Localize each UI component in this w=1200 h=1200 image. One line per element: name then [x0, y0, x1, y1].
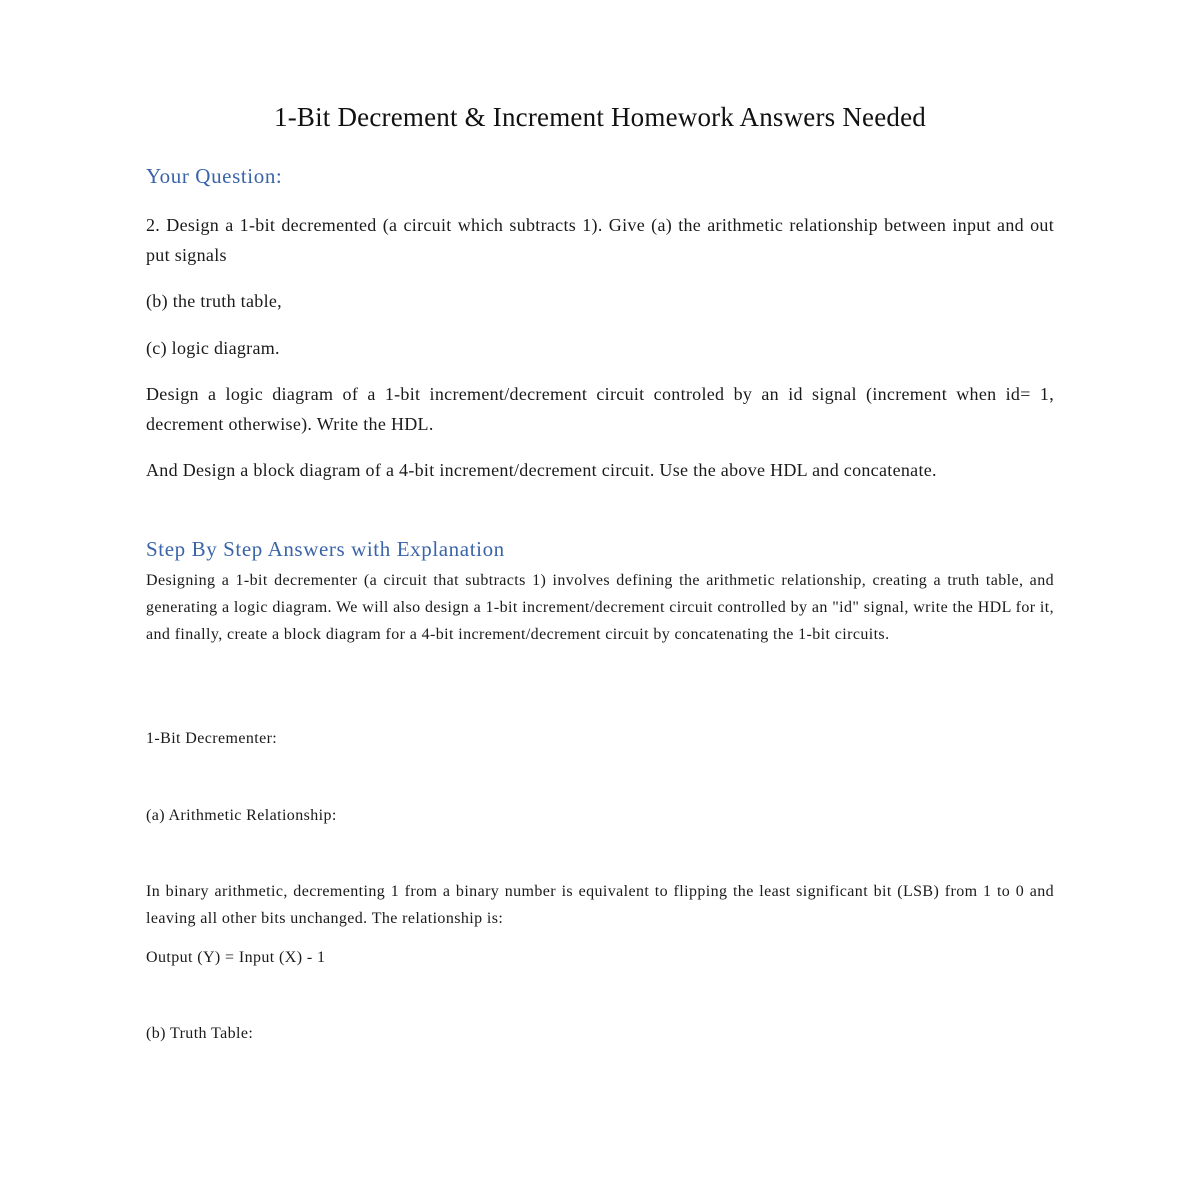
section-arithmetic-heading: (a) Arithmetic Relationship:	[146, 807, 337, 824]
question-paragraph-4: Design a logic diagram of a 1-bit increment/decrement circuit controled by an id signal (increment when id= 1, decrement otherwise). Write the HDL.	[146, 384, 1054, 434]
section-truth-table-heading: (b) Truth Table:	[146, 1025, 254, 1042]
question-paragraph-5: And Design a block diagram of a 4-bit increment/decrement circuit. Use the above HDL and concatenate.	[146, 460, 937, 480]
question-paragraph-1: 2. Design a 1-bit decremented (a circuit which subtracts 1). Give (a) the arithmetic relationship between input and out put signals	[146, 215, 1054, 265]
question-paragraph-2: (b) the truth table,	[146, 291, 282, 311]
section-decrementer-heading: 1-Bit Decrementer:	[146, 730, 278, 747]
arithmetic-explanation: In binary arithmetic, decrementing 1 from a binary number is equivalent to flipping the least significant bit (LSB) from 1 to 0 and leaving all other bits unchanged. The relationship is:	[146, 883, 1054, 927]
document-title: 1-Bit Decrement & Increment Homework Answers Needed	[274, 102, 926, 132]
answer-intro: Designing a 1-bit decrementer (a circuit that subtracts 1) involves defining the arithmetic relationship, creating a truth table, and generating a logic diagram. We will also design a 1-bit increment/decrement circuit controlled by an "id" signal, write the HDL for it, and finally, create a block diagram for a 4-bit increment/decrement circuit by concatenating the 1-bit circuits.	[146, 572, 1054, 643]
answer-heading: Step By Step Answers with Explanation	[146, 537, 505, 561]
decrement-formula: Output (Y) = Input (X) - 1	[146, 949, 326, 966]
question-paragraph-3: (c) logic diagram.	[146, 338, 280, 358]
question-heading: Your Question:	[146, 164, 283, 188]
